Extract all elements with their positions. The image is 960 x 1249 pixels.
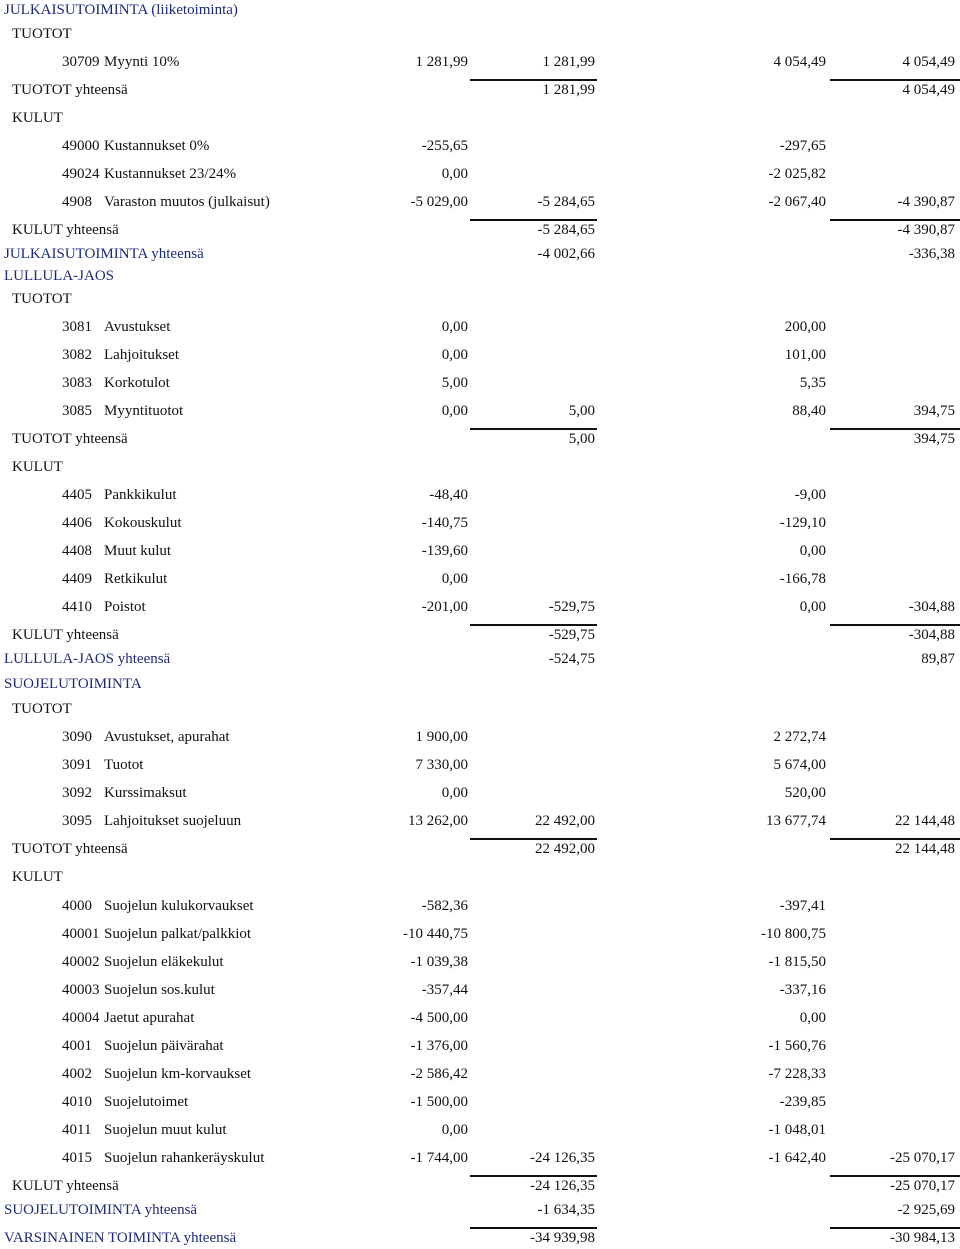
account-name: Kustannukset 0% [104, 138, 210, 154]
table-row [0, 569, 960, 589]
account-code: 3083 [62, 375, 92, 391]
table-row [0, 345, 960, 365]
value-previous-total: 4 054,49 [902, 54, 955, 70]
value-previous-total: -4 390,87 [897, 194, 955, 210]
value-previous-detail: -1 048,01 [768, 1122, 826, 1138]
section-heading: LULLULA-JAOS [4, 268, 114, 284]
value-current-detail: 0,00 [441, 403, 468, 419]
account-code: 4002 [62, 1066, 92, 1082]
account-name: Kustannukset 23/24% [104, 166, 237, 182]
section-total-previous: -2 925,69 [897, 1202, 955, 1218]
value-current-detail: -10 440,75 [403, 926, 468, 942]
section-total-label: JULKAISUTOIMINTA yhteensä [4, 246, 204, 262]
value-current-detail: 1 900,00 [415, 729, 468, 745]
table-row [0, 1200, 960, 1220]
section-heading: JULKAISUTOIMINTA (liiketoiminta) [4, 2, 238, 18]
value-current-detail: 5,00 [441, 375, 468, 391]
account-name: Retkikulut [104, 571, 168, 587]
subtotal-label: TUOTOT yhteensä [12, 431, 128, 447]
section-total-label: SUOJELUTOIMINTA yhteensä [4, 1202, 198, 1218]
value-current-detail: -201,00 [421, 599, 468, 615]
subtotal-label: TUOTOT yhteensä [12, 82, 128, 98]
value-current-detail: -1 376,00 [410, 1038, 468, 1054]
value-current-total: 1 281,99 [542, 54, 595, 70]
value-previous-detail: 5,35 [799, 375, 826, 391]
value-previous-detail: -9,00 [794, 487, 826, 503]
value-current-detail: 0,00 [441, 1122, 468, 1138]
account-code: 3090 [62, 729, 92, 745]
group-heading: KULUT [12, 459, 63, 475]
value-previous-detail: -129,10 [779, 515, 826, 531]
section-heading: SUOJELUTOIMINTA [4, 676, 142, 692]
value-previous-total: -25 070,17 [890, 1150, 955, 1166]
account-name: Myynti 10% [104, 54, 180, 70]
subtotal-previous: -304,88 [908, 627, 955, 643]
value-previous-detail: -1 642,40 [768, 1150, 826, 1166]
value-current-total: 22 492,00 [535, 813, 595, 829]
account-code: 40004 [62, 1010, 100, 1026]
value-current-detail: -357,44 [421, 982, 468, 998]
group-heading: KULUT [12, 869, 63, 885]
table-row [0, 24, 960, 44]
value-current-detail: -139,60 [421, 543, 468, 559]
account-code: 4406 [62, 515, 92, 531]
section-total-current: -1 634,35 [537, 1202, 595, 1218]
account-code: 3092 [62, 785, 92, 801]
value-current-detail: -582,36 [421, 898, 468, 914]
account-code: 3082 [62, 347, 92, 363]
value-current-total: -24 126,35 [530, 1150, 595, 1166]
value-previous-detail: 2 272,74 [773, 729, 826, 745]
section-total-previous: -30 984,13 [890, 1230, 955, 1246]
value-previous-total: -304,88 [908, 599, 955, 615]
table-row [0, 108, 960, 128]
table-row [0, 1092, 960, 1112]
account-code: 4010 [62, 1094, 92, 1110]
table-row [0, 80, 960, 100]
account-name: Suojelun kulukorvaukset [104, 898, 254, 914]
account-code: 4015 [62, 1150, 92, 1166]
value-previous-detail: -7 228,33 [768, 1066, 826, 1082]
account-name: Suojelun sos.kulut [104, 982, 215, 998]
account-name: Suojelun muut kulut [104, 1122, 227, 1138]
table-row [0, 625, 960, 645]
account-name: Lahjoitukset [104, 347, 179, 363]
section-total-current: -4 002,66 [537, 246, 595, 262]
value-previous-detail: -397,41 [779, 898, 826, 914]
value-previous-detail: -297,65 [779, 138, 826, 154]
table-row [0, 373, 960, 393]
value-previous-total: 394,75 [913, 403, 955, 419]
table-row [0, 457, 960, 477]
account-code: 3095 [62, 813, 92, 829]
table-row [0, 220, 960, 240]
section-total-previous: -336,38 [908, 246, 955, 262]
value-current-detail: -5 029,00 [410, 194, 468, 210]
subtotal-previous: -25 070,17 [890, 1178, 955, 1194]
value-current-detail: 0,00 [441, 571, 468, 587]
value-previous-detail: 0,00 [799, 1010, 826, 1026]
value-previous-detail: -337,16 [779, 982, 826, 998]
value-current-detail: 0,00 [441, 319, 468, 335]
account-name: Suojelun palkat/palkkiot [104, 926, 252, 942]
account-name: Lahjoitukset suojeluun [104, 813, 242, 829]
value-previous-detail: -1 560,76 [768, 1038, 826, 1054]
table-row [0, 783, 960, 803]
value-previous-detail: 88,40 [792, 403, 826, 419]
value-current-detail: 0,00 [441, 166, 468, 182]
value-current-total: -5 284,65 [537, 194, 595, 210]
value-previous-detail: 0,00 [799, 543, 826, 559]
account-name: Pankkikulut [104, 487, 177, 503]
account-name: Tuotot [104, 757, 144, 773]
section-total-current: -524,75 [548, 651, 595, 667]
account-name: Muut kulut [104, 543, 172, 559]
section-total-current: -34 939,98 [530, 1230, 595, 1246]
table-row [0, 952, 960, 972]
section-total-previous: 89,87 [921, 651, 955, 667]
table-row [0, 839, 960, 859]
table-row [0, 1008, 960, 1028]
value-previous-detail: -2 025,82 [768, 166, 826, 182]
group-heading: KULUT [12, 110, 63, 126]
account-code: 3091 [62, 757, 92, 773]
table-row [0, 1064, 960, 1084]
account-name: Avustukset [104, 319, 171, 335]
section-total-label: LULLULA-JAOS yhteensä [4, 651, 171, 667]
account-name: Jaetut apurahat [104, 1010, 195, 1026]
table-row [0, 1176, 960, 1196]
subtotal-current: 5,00 [568, 431, 595, 447]
subtotal-current: -5 284,65 [537, 222, 595, 238]
account-name: Avustukset, apurahat [104, 729, 230, 745]
table-row [0, 317, 960, 337]
table-row [0, 541, 960, 561]
table-row [0, 699, 960, 719]
account-code: 4011 [62, 1122, 92, 1138]
account-code: 4000 [62, 898, 92, 914]
account-name: Suojelun eläkekulut [104, 954, 224, 970]
value-current-total: 5,00 [568, 403, 595, 419]
account-code: 3081 [62, 319, 92, 335]
table-row [0, 52, 960, 72]
account-name: Suojelutoimet [104, 1094, 189, 1110]
table-row [0, 755, 960, 775]
table-row [0, 896, 960, 916]
account-name: Varaston muutos (julkaisut) [104, 194, 270, 210]
table-row [0, 266, 960, 286]
account-name: Poistot [104, 599, 146, 615]
value-current-detail: -4 500,00 [410, 1010, 468, 1026]
group-heading: TUOTOT [12, 701, 72, 717]
account-code: 40001 [62, 926, 100, 942]
table-row [0, 1120, 960, 1140]
table-row [0, 980, 960, 1000]
account-code: 3085 [62, 403, 92, 419]
subtotal-previous: 4 054,49 [902, 82, 955, 98]
value-current-detail: 0,00 [441, 785, 468, 801]
value-current-detail: 13 262,00 [408, 813, 468, 829]
account-code: 4001 [62, 1038, 92, 1054]
value-current-detail: -1 039,38 [410, 954, 468, 970]
value-previous-detail: -1 815,50 [768, 954, 826, 970]
value-previous-detail: 4 054,49 [773, 54, 826, 70]
value-current-detail: -255,65 [421, 138, 468, 154]
account-code: 49000 [62, 138, 100, 154]
value-current-detail: -2 586,42 [410, 1066, 468, 1082]
account-code: 4908 [62, 194, 92, 210]
table-row [0, 1228, 960, 1248]
table-row [0, 867, 960, 887]
value-current-total: -529,75 [548, 599, 595, 615]
account-code: 30709 [62, 54, 100, 70]
value-current-detail: 0,00 [441, 347, 468, 363]
table-row [0, 727, 960, 747]
subtotal-current: -24 126,35 [530, 1178, 595, 1194]
value-previous-detail: -239,85 [779, 1094, 826, 1110]
account-code: 4408 [62, 543, 92, 559]
value-previous-detail: 520,00 [784, 785, 826, 801]
account-code: 4410 [62, 599, 92, 615]
account-name: Suojelun päivärahat [104, 1038, 224, 1054]
value-previous-detail: -2 067,40 [768, 194, 826, 210]
subtotal-previous: -4 390,87 [897, 222, 955, 238]
table-row [0, 0, 960, 20]
value-current-detail: -1 744,00 [410, 1150, 468, 1166]
value-previous-detail: 5 674,00 [773, 757, 826, 773]
account-code: 40003 [62, 982, 100, 998]
account-code: 49024 [62, 166, 100, 182]
table-row [0, 401, 960, 421]
table-row [0, 674, 960, 694]
account-name: Kokouskulut [104, 515, 182, 531]
account-name: Suojelun rahankeräyskulut [104, 1150, 265, 1166]
table-row [0, 1036, 960, 1056]
subtotal-label: KULUT yhteensä [12, 222, 119, 238]
group-heading: TUOTOT [12, 26, 72, 42]
value-current-detail: -1 500,00 [410, 1094, 468, 1110]
table-row [0, 1148, 960, 1168]
account-name: Kurssimaksut [104, 785, 187, 801]
subtotal-current: -529,75 [548, 627, 595, 643]
subtotal-label: KULUT yhteensä [12, 1178, 119, 1194]
table-row [0, 192, 960, 212]
table-row [0, 513, 960, 533]
subtotal-current: 22 492,00 [535, 841, 595, 857]
table-row [0, 429, 960, 449]
value-current-detail: 7 330,00 [415, 757, 468, 773]
value-current-detail: -48,40 [429, 487, 468, 503]
value-previous-detail: 13 677,74 [766, 813, 826, 829]
value-current-detail: -140,75 [421, 515, 468, 531]
value-previous-detail: -166,78 [779, 571, 826, 587]
table-row [0, 649, 960, 669]
subtotal-label: KULUT yhteensä [12, 627, 119, 643]
subtotal-current: 1 281,99 [542, 82, 595, 98]
table-row [0, 136, 960, 156]
table-row [0, 924, 960, 944]
table-row [0, 289, 960, 309]
table-row [0, 244, 960, 264]
account-name: Suojelun km-korvaukset [104, 1066, 252, 1082]
table-row [0, 811, 960, 831]
subtotal-previous: 22 144,48 [895, 841, 955, 857]
account-code: 4409 [62, 571, 92, 587]
value-previous-detail: 101,00 [784, 347, 826, 363]
group-heading: TUOTOT [12, 291, 72, 307]
table-row [0, 164, 960, 184]
value-current-detail: 1 281,99 [415, 54, 468, 70]
value-previous-detail: -10 800,75 [761, 926, 826, 942]
section-total-label: VARSINAINEN TOIMINTA yhteensä [4, 1230, 237, 1246]
account-name: Myyntituotot [104, 403, 184, 419]
account-code: 4405 [62, 487, 92, 503]
table-row [0, 485, 960, 505]
subtotal-previous: 394,75 [913, 431, 955, 447]
value-previous-detail: 0,00 [799, 599, 826, 615]
table-row [0, 597, 960, 617]
value-previous-total: 22 144,48 [895, 813, 955, 829]
value-previous-detail: 200,00 [784, 319, 826, 335]
account-code: 40002 [62, 954, 100, 970]
account-name: Korkotulot [104, 375, 170, 391]
subtotal-label: TUOTOT yhteensä [12, 841, 128, 857]
